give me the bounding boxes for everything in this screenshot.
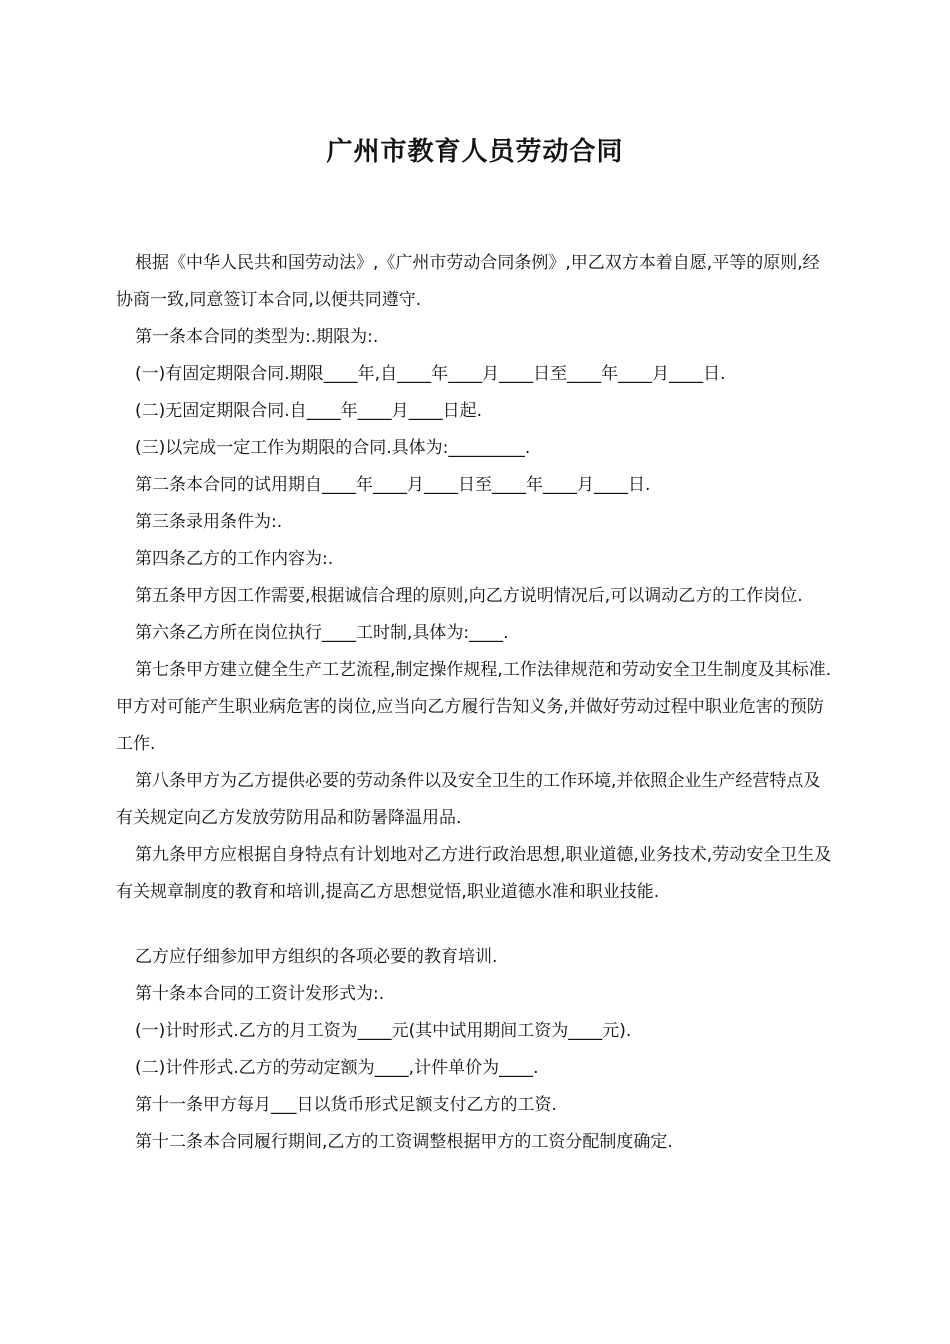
paragraph-training-note: 乙方应仔细参加甲方组织的各项必要的教育培训. xyxy=(135,947,498,967)
document-body xyxy=(116,245,836,1161)
paragraph-article-2: 第二条本合同的试用期自____年____月____日至____年____月____日. xyxy=(135,475,651,495)
paragraph-article-1-item-1: (一)有固定期限合同.期限____年,自____年____月____日至____年____月____日. xyxy=(135,364,726,384)
paragraph-article-6: 第六条乙方所在岗位执行____工时制,具体为:____. xyxy=(135,623,509,643)
paragraph-article-9: 第九条甲方应根据自身特点有计划地对乙方进行政治思想,职业道德,业务技术,劳动安全卫生及有关规章制度的教育和培训,提高乙方思想觉悟,职业道德水准和职业技能. xyxy=(116,845,832,902)
paragraph-article-5: 第五条甲方因工作需要,根据诚信合理的原则,向乙方说明情况后,可以调动乙方的工作岗位. xyxy=(135,586,803,606)
paragraph-article-11: 第十一条甲方每月___日以货币形式足额支付乙方的工资. xyxy=(135,1095,557,1115)
paragraph-article-7: 第七条甲方建立健全生产工艺流程,制定操作规程,工作法律规范和劳动安全卫生制度及其标准.甲方对可能产生职业病危害的岗位,应当向乙方履行告知义务,并做好劳动过程中职业危害的预防工作. xyxy=(116,660,832,754)
paragraph-article-1: 第一条本合同的类型为:.期限为:. xyxy=(135,327,379,347)
paragraph-article-10-item-2: (二)计件形式.乙方的劳动定额为____,计件单价为____. xyxy=(135,1058,539,1078)
paragraph-article-10: 第十条本合同的工资计发形式为:. xyxy=(135,984,385,1004)
paragraph-article-8: 第八条甲方为乙方提供必要的劳动条件以及安全卫生的工作环境,并依照企业生产经营特点及有关规定向乙方发放劳防用品和防暑降温用品. xyxy=(116,771,821,828)
paragraph-article-12: 第十二条本合同履行期间,乙方的工资调整根据甲方的工资分配制度确定. xyxy=(135,1132,673,1152)
paragraph-article-4: 第四条乙方的工作内容为:. xyxy=(135,549,334,569)
paragraph-preamble: 根据《中华人民共和国劳动法》,《广州市劳动合同条例》,甲乙双方本着自愿,平等的原则,经协商一致,同意签订本合同,以便共同遵守. xyxy=(116,253,820,310)
paragraph-article-1-item-3: (三)以完成一定工作为期限的合同.具体为:_________. xyxy=(135,438,531,458)
paragraph-article-10-item-1: (一)计时形式.乙方的月工资为____元(其中试用期间工资为____元). xyxy=(135,1021,632,1041)
paragraph-article-3: 第三条录用条件为:. xyxy=(135,512,283,532)
paragraph-article-1-item-2: (二)无固定期限合同.自____年____月____日起. xyxy=(135,401,483,421)
document-title: 广州市教育人员劳动合同 xyxy=(326,137,624,167)
